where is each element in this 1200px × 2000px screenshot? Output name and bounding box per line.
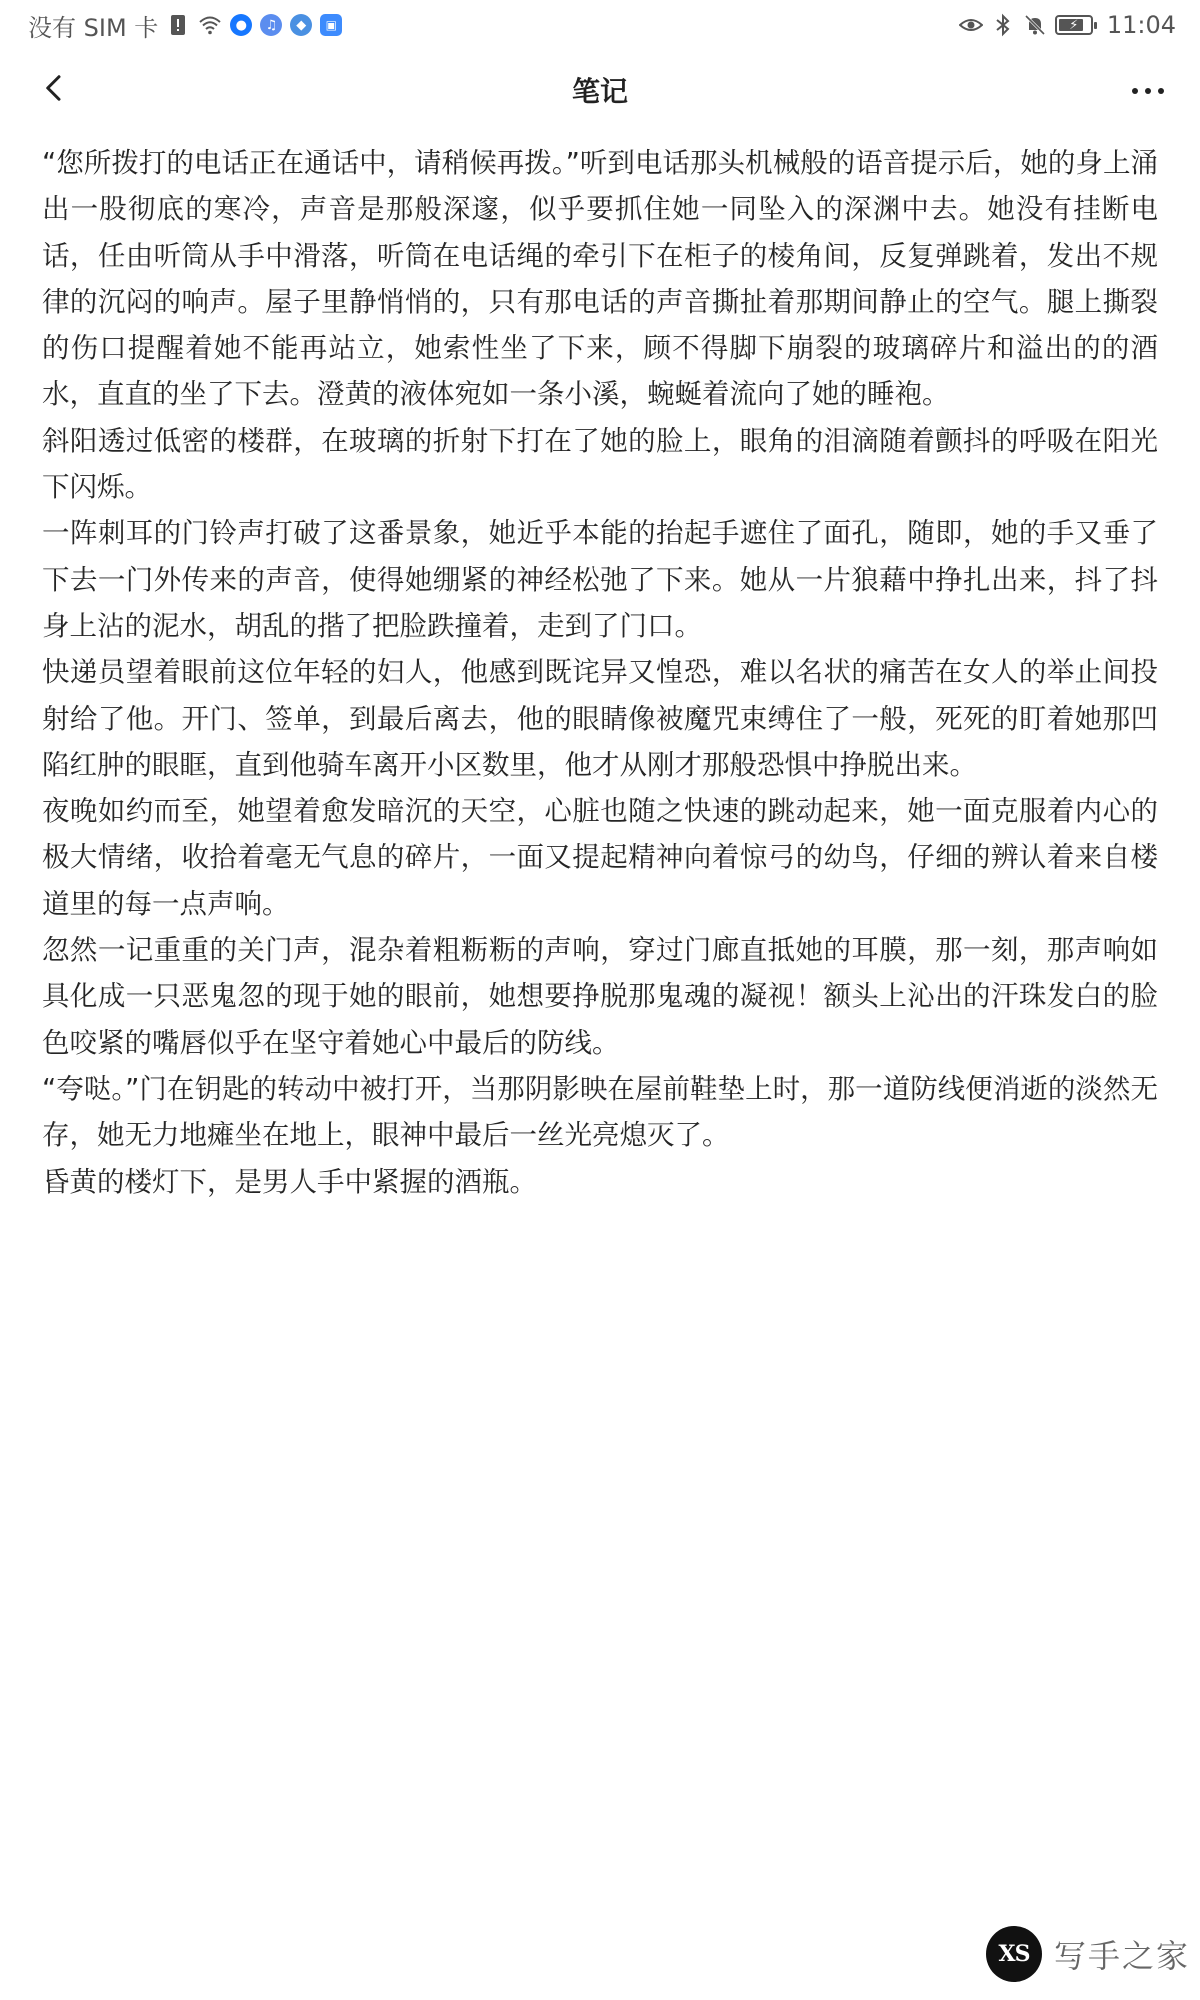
note-paragraph: 快递员望着眼前这位年轻的妇人，他感到既诧异又惶恐，难以名状的痛苦在女人的举止间投射给了他。开门、签单，到最后离去，他的眼睛像被魔咒束缚住了一般，死死的盯着她那凹陷红肿的眼眶，直到他骑车离开小区数里，他才从刚才那般恐惧中挣脱出来。 xyxy=(42,656,1158,781)
note-paragraph: “您所拨打的电话正在通话中，请稍候再拨。”听到电话那头机械般的语音提示后，她的身上涌出一股彻底的寒冷，声音是那般深邃，似乎要抓住她一同坠入的深渊中去。她没有挂断电话，任由听筒从手中滑落，听筒在电话绳的牵引下在柜子的棱角间，反复弹跳着，发出不规律的沉闷的响声。屋子里静悄悄的，只有那电话的声音撕扯着那期间静止的空气。腿上撕裂的伤口提醒着她不能再站立，她索性坐了下来，顾不得脚下崩裂的玻璃碎片和溢出的的酒水，直直的坐了下去。澄黄的液体宛如一条小溪，蜿蜒着流向了她的睡袍。 xyxy=(42,147,1158,411)
watermark-text: 写手之家 xyxy=(1053,1937,1190,1975)
battery-charging-icon: ⚡ xyxy=(1055,15,1093,35)
page-title: 笔记 xyxy=(571,75,628,108)
clock-time: 11:04 xyxy=(1106,11,1176,39)
note-content[interactable] xyxy=(42,140,1158,1205)
sim-alert-icon xyxy=(166,13,190,37)
note-paragraph: 斜阳透过低密的楼群，在玻璃的折射下打在了她的脸上，眼角的泪滴随着颤抖的呼吸在阳光下闪烁。 xyxy=(42,424,1158,504)
note-paragraph: “夸哒。”门在钥匙的转动中被打开，当那阴影映在屋前鞋垫上时，那一道防线便消逝的淡然无存，她无力地瘫坐在地上，眼神中最后一丝光亮熄灭了。 xyxy=(42,1072,1158,1152)
app-notification-icon-1: ● xyxy=(230,14,252,36)
note-paragraph: 昏黄的楼灯下，是男人手中紧握的酒瓶。 xyxy=(42,1165,537,1198)
watermark-logo: XS xyxy=(986,1926,1042,1982)
status-right xyxy=(959,11,1176,39)
status-left xyxy=(28,8,342,43)
status-bar xyxy=(0,0,1200,50)
note-paragraph: 一阵刺耳的门铃声打破了这番景象，她近乎本能的抬起手遮住了面孔，随即，她的手又垂了下去一门外传来的声音，使得她绷紧的神经松弛了下来。她从一片狼藉中挣扎出来，抖了抖身上沾的泥水，胡乱的揩了把脸跌撞着，走到了门口。 xyxy=(42,517,1158,642)
bluetooth-icon xyxy=(991,13,1015,37)
eye-icon xyxy=(959,13,983,37)
mute-bell-icon xyxy=(1023,13,1047,37)
more-horizontal-icon xyxy=(1130,81,1166,100)
note-paragraph: 忽然一记重重的关门声，混杂着粗粝粝的声响，穿过门廊直抵她的耳膜，那一刻，那声响如具化成一只恶鬼忽的现于她的眼前，她想要挣脱那鬼魂的凝视！额头上沁出的汗珠发白的脸色咬紧的嘴唇似乎在坚守着她心中最后的防线。 xyxy=(42,934,1158,1059)
app-notification-icon-3: ▣ xyxy=(320,14,342,36)
more-options-button[interactable] xyxy=(1124,68,1172,112)
app-notification-icon-2: ◆ xyxy=(290,14,312,36)
sim-status-text: 没有 SIM 卡 xyxy=(28,13,159,42)
watermark xyxy=(986,1926,1190,1982)
note-paragraph: 夜晚如约而至，她望着愈发暗沉的天空，心脏也随之快速的跳动起来，她一面克服着内心的极大情绪，收拾着毫无气息的碎片，一面又提起精神向着惊弓的幼鸟，仔细的辨认着来自楼道里的每一点声响。 xyxy=(42,795,1158,920)
note-header xyxy=(0,58,1200,122)
wifi-icon xyxy=(198,13,222,37)
music-app-icon: ♫ xyxy=(260,14,282,36)
